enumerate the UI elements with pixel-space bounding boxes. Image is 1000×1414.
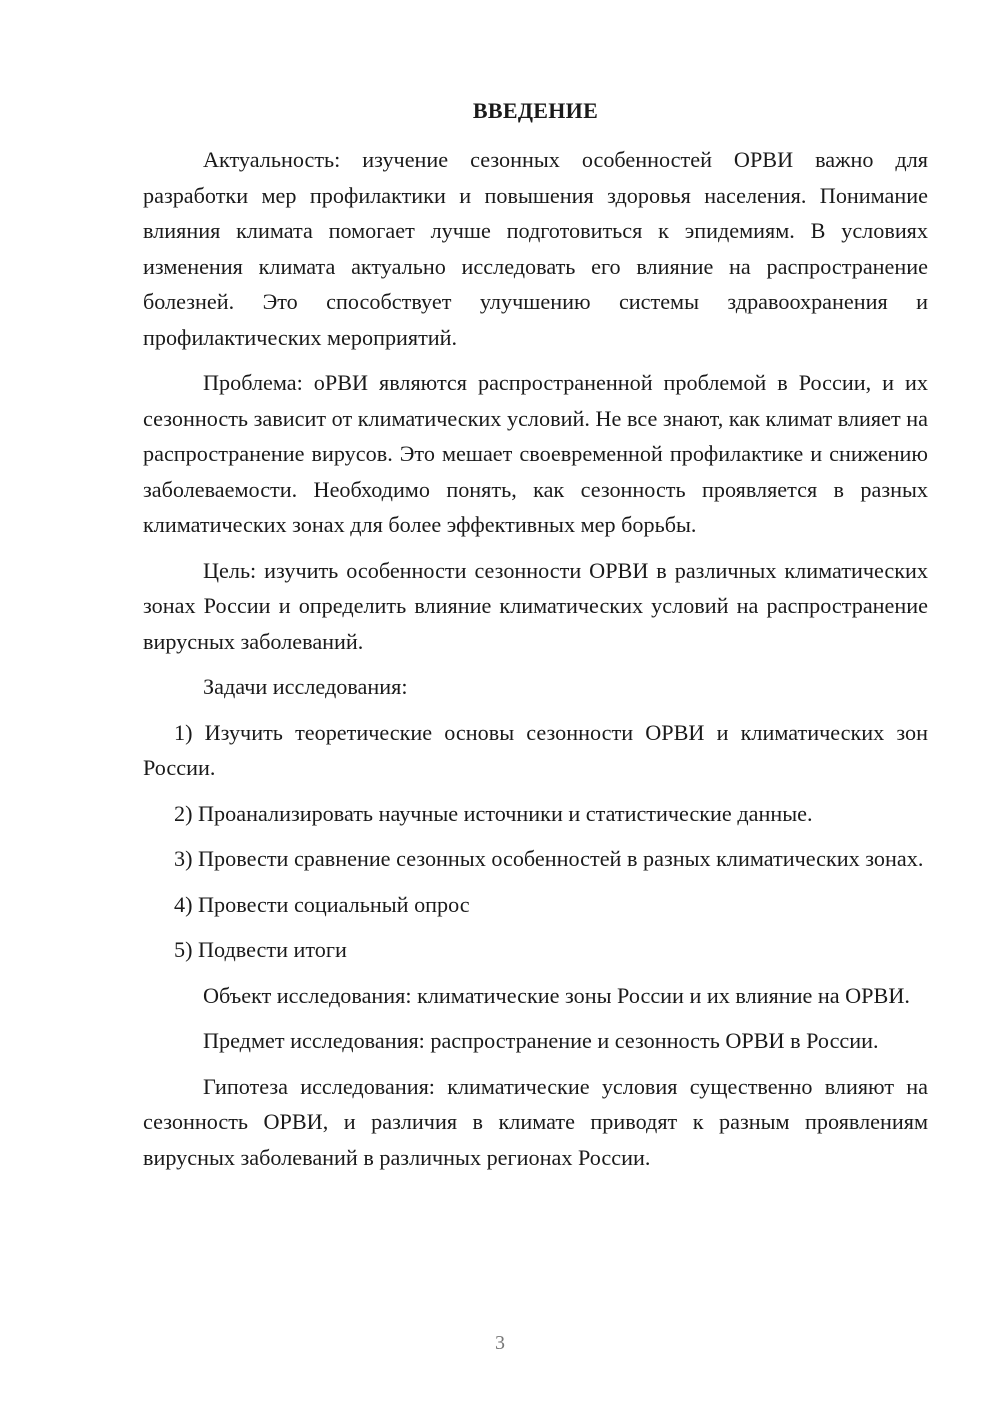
list-item-task-2: 2) Проанализировать научные источники и статистические данные.	[174, 800, 813, 826]
paragraph-subject: Предмет исследования: распространение и сезонность ОРВИ в России.	[203, 1028, 879, 1053]
list-item-task-5: 5) Подвести итоги	[174, 937, 347, 962]
paragraph-problem: Проблема: оРВИ являются распространенной проблемой в России, и их сезонность зависит от климатических условий. Не все знают, как климат влияет на распространение вирусов. Это мешает своевременной профилактике и снижению заболеваемости. Необходимо понять, как сезонность проявляется в разных климатических зонах для более эффективных мер борьбы.	[143, 370, 928, 537]
paragraph-goal: Цель: изучить особенности сезонности ОРВИ в различных климатических зонах России и определить влияние климатических условий на распространение вирусных заболеваний.	[143, 557, 928, 654]
paragraph-tasks-heading: Задачи исследования:	[203, 674, 408, 699]
list-item-task-1: 1) Изучить теоретические основы сезонности ОРВИ и климатических зон России.	[143, 719, 928, 780]
list-item-task-4: 4) Провести социальный опрос	[174, 891, 470, 917]
paragraph-object: Объект исследования: климатические зоны России и их влияние на ОРВИ.	[203, 982, 910, 1008]
list-item-task-3: 3) Провести сравнение сезонных особенностей в разных климатических зонах.	[174, 846, 924, 871]
paragraph-relevance: Актуальность: изучение сезонных особенностей ОРВИ важно для разработки мер профилактики и повышения здоровья населения. Понимание влияния климата помогает лучше подготовиться к эпидемиям. В условиях изменения климата актуально исследовать его влияние на распространение болезней. Это способствует улучшению системы здравоохранения и профилактических мероприятий.	[143, 147, 928, 350]
page-title: ВВЕДЕНИЕ	[472, 98, 599, 123]
paragraph-hypothesis: Гипотеза исследования: климатические условия существенно влияют на сезонность ОРВИ, и различия в климате приводят к разным проявлениям вирусных заболеваний в различных регионах России.	[143, 1073, 928, 1170]
page-number: 3	[495, 1332, 505, 1354]
document-body	[143, 142, 928, 1175]
